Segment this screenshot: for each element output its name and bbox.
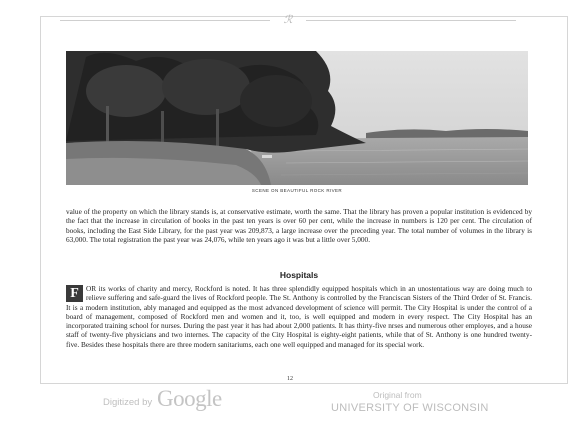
watermark-original-from: Original from (373, 390, 422, 400)
frame-ornament-icon: ℛ (283, 14, 293, 26)
frame-rule-right (306, 20, 516, 21)
watermark-digitized-by: Digitized by (103, 397, 153, 408)
watermark-university: UNIVERSITY OF WISCONSIN (331, 402, 489, 414)
watermark-google-logo: Google (157, 386, 222, 411)
page-number: 12 (287, 376, 293, 382)
library-paragraph: value of the property on which the library stands is, at conservative estimate, worth the same. That the library has proven a popular institution is evidenced by the fact that the increase in circulation of books in the past ten years is over 60 per cent, while the increase in numbers is 120 per cent. The circulation of books, including the East Side Library, for the past year was 209,873, a large increase over the preceding year. The total number of volumes in the library is 63,000. The total registration the past year was 24,076, while ten years ago it was but a little over 5,000. (66, 207, 532, 244)
hospitals-heading: Hospitals (279, 270, 319, 280)
rock-river-photo (66, 51, 528, 185)
hospitals-paragraph (66, 284, 532, 349)
dropcap-letter: F (66, 285, 83, 302)
frame-rule-left (60, 20, 270, 21)
hospitals-body: OR its works of charity and mercy, Rockford is noted. It has three splendidly equipped hospitals which in an unostentatious way are doing much to relieve suffering and safe-guard the lives of Rockford people. The St. Anthony is controlled by the Franciscan Sisters of the Third Order of St. Francis. It is a modern institution, ably managed and equipped as the most advanced development of science will permit. The City Hospital is under the control of a board of management, composed of Rockford men and women and it, too, is well equipped and modern in every respect. The City Hospital has an incorporated training school for nurses. During the past year it has had about 2,000 patients. It has thirty-five nrses and numerous other employes, and a house staff of twenty-five physicians and two internes. The capacity of the City Hospital is eighty-eight patients, while that of St. Anthony is one hundred twenty-five. Besides these hospitals there are three modern sanitariums, each one well equipped and managed for its special work. (66, 284, 532, 349)
photo-caption: SCENE ON BEAUTIFUL ROCK RIVER (251, 188, 343, 193)
